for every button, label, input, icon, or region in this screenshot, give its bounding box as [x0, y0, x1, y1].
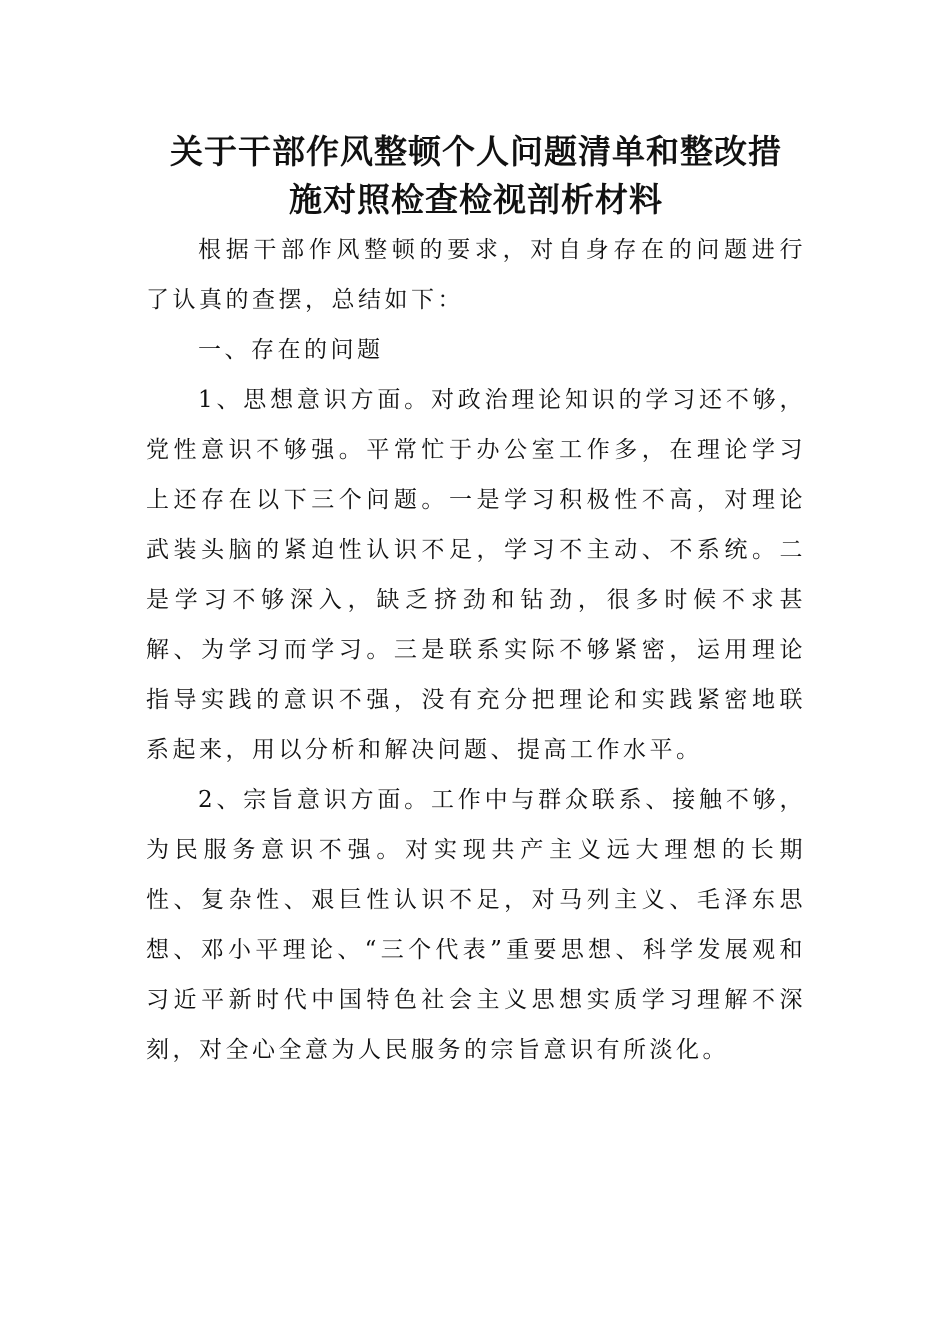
title-line-1: 关于干部作风整顿个人问题清单和整改措: [170, 132, 782, 171]
document-body: [146, 225, 806, 1075]
intro-paragraph: 根据干部作风整顿的要求，对自身存在的问题进行了认真的查摆，总结如下：: [146, 237, 806, 313]
title-line-2: 施对照检查检视剖析材料: [289, 180, 663, 219]
paragraph-purpose: 2、宗旨意识方面。工作中与群众联系、接触不够，为民服务意识不强。对实现共产主义远大理想的长期性、复杂性、艰巨性认识不足，对马列主义、毛泽东思想、邓小平理论、“三个代表”重要思想、科学发展观和习近平新时代中国特色社会主义思想实质学习理解不深刻，对全心全意为人民服务的宗旨意识有所淡化。: [146, 787, 806, 1063]
section-heading: 一、存在的问题: [198, 337, 384, 363]
paragraph-ideology: 1、思想意识方面。对政治理论知识的学习还不够，党性意识不够强。平常忙于办公室工作多，在理论学习上还存在以下三个问题。一是学习积极性不高，对理论武装头脑的紧迫性认识不足，学习不主动、不系统。二是学习不够深入，缺乏挤劲和钻劲，很多时候不求甚解、为学习而学习。三是联系实际不够紧密，运用理论指导实践的意识不强，没有充分把理论和实践紧密地联系起来，用以分析和解决问题、提高工作水平。: [146, 387, 806, 763]
document-title: [146, 128, 806, 224]
